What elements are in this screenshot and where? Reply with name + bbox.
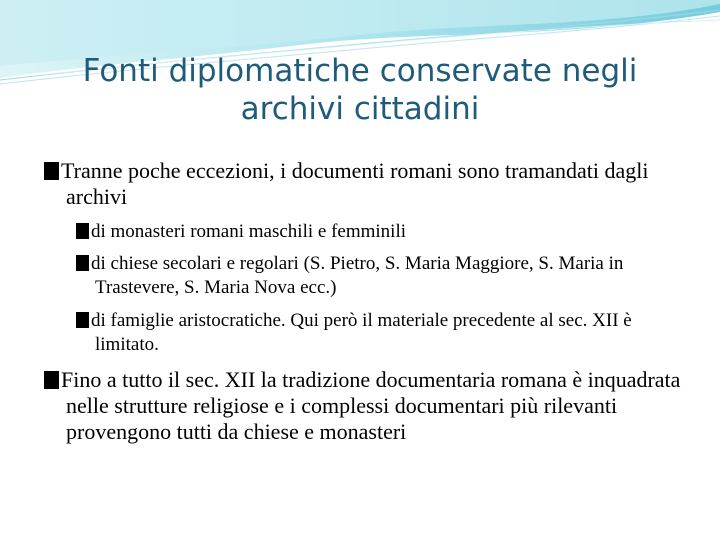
bullet-text: di monasteri romani maschili e femminili bbox=[91, 221, 407, 242]
bullet-item bbox=[44, 158, 706, 210]
bullet-text: Fino a tutto il sec. XII la tradizione documentaria romana è inquadrata nelle strutture religiose e i complessi documentari più rilevanti provengono tutti da chiese e monasteri bbox=[61, 367, 681, 444]
bullet-item bbox=[76, 309, 695, 357]
bullet-glyph bbox=[76, 223, 89, 239]
bullet-glyph bbox=[44, 162, 59, 180]
bullet-item bbox=[76, 220, 695, 244]
bullet-text: di famiglie aristocratiche. Qui però il materiale precedente al sec. XII è limitato. bbox=[91, 310, 632, 355]
slide-title: Fonti diplomatiche conservate negli archivi cittadini bbox=[82, 53, 638, 127]
bullet-glyph bbox=[76, 312, 89, 328]
bullet-item bbox=[76, 252, 695, 300]
bullet-glyph bbox=[44, 371, 59, 389]
bullet-text: Tranne poche eccezioni, i documenti romani sono tramandati dagli archivi bbox=[61, 158, 649, 209]
bullet-item bbox=[44, 367, 706, 445]
bullet-text: di chiese secolari e regolari (S. Pietro, S. Maria Maggiore, S. Maria in Trastevere, S. Maria Nova ecc.) bbox=[91, 253, 624, 298]
bullet-glyph bbox=[76, 255, 89, 271]
